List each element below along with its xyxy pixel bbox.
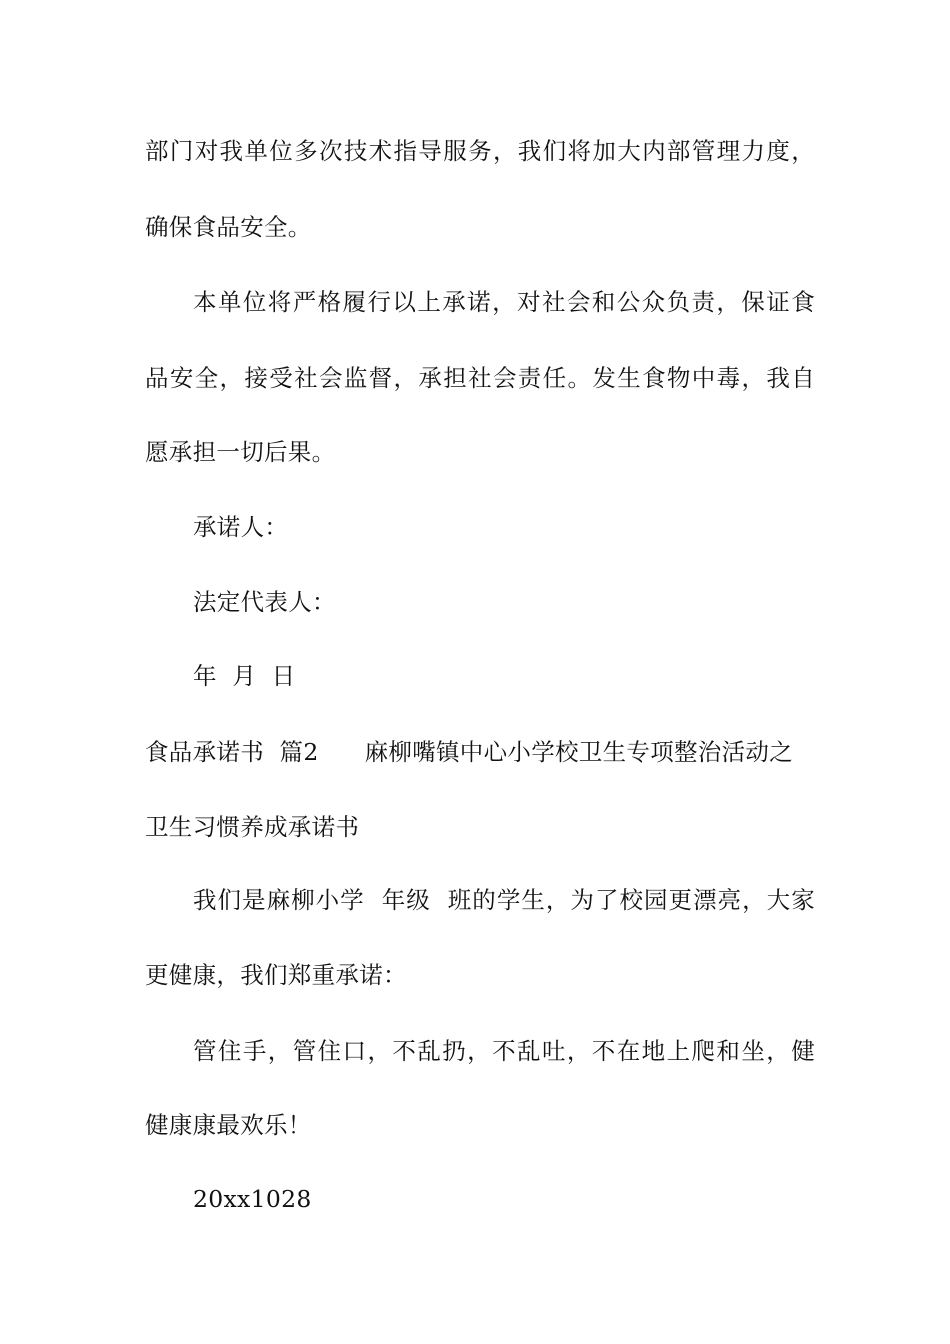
section-title: 麻柳嘴镇中心小学校卫生专项整治活动之 (364, 738, 793, 766)
paragraph-line: 本单位将严格履行以上承诺，对社会和公众负责，保证食 (193, 288, 815, 316)
paragraph-line: 健康康最欢乐！ (145, 1111, 312, 1139)
section-label: 食品承诺书 篇2 (145, 738, 319, 766)
paragraph-line: 我们是麻柳小学 年级 班的学生，为了校园更漂亮，大家 (193, 886, 815, 914)
date-text: 20xx1028 (193, 1185, 312, 1213)
paragraph-line: 品安全，接受社会监督，承担社会责任。发生食物中毒，我自 (145, 364, 815, 392)
signatory-label: 承诺人： (193, 513, 289, 541)
paragraph-line: 确保食品安全。 (145, 213, 312, 241)
paragraph-line: 部门对我单位多次技术指导服务，我们将加大内部管理力度， (145, 137, 815, 165)
paragraph-line: 更健康，我们郑重承诺： (145, 961, 407, 989)
paragraph-line: 管住手，管住口，不乱扔，不乱吐，不在地上爬和坐，健 (193, 1037, 815, 1065)
date-placeholder: 年 月 日 (193, 662, 296, 690)
section-title-continued: 卫生习惯养成承诺书 (145, 813, 360, 841)
legal-representative-label: 法定代表人： (193, 588, 336, 616)
paragraph-line: 愿承担一切后果。 (145, 438, 336, 466)
section-heading (145, 737, 815, 767)
